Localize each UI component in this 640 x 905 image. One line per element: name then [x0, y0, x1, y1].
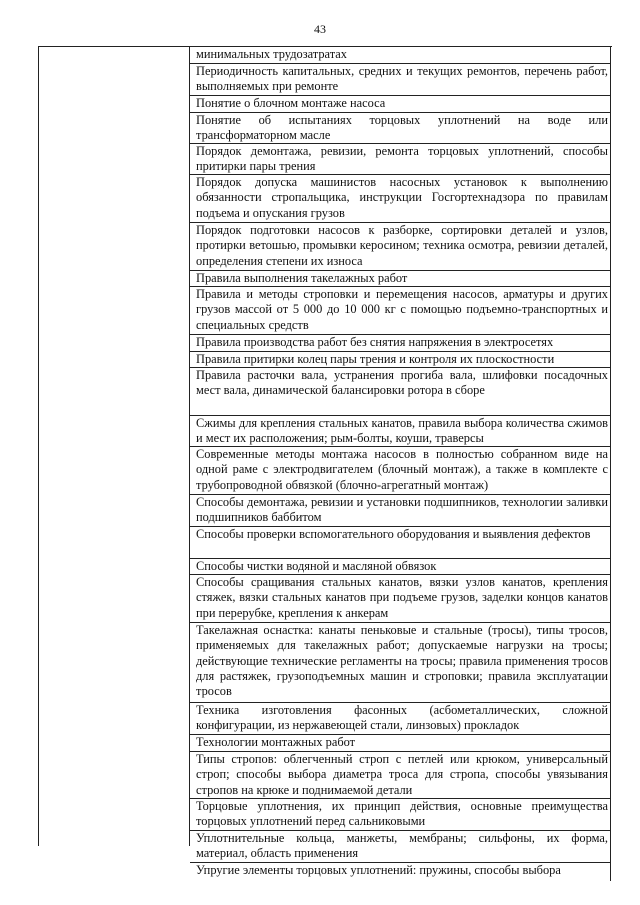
table-row: Сжимы для крепления стальных канатов, правила выбора количества сжимов и мест их расположения; рым-болты, коуши, траверсы [190, 416, 610, 447]
table-row: Правила расточки вала, устранения прогиба вала, шлифовки посадочных мест вала, динамической балансировки ротора в сборе [190, 368, 610, 416]
table-row: Такелажная оснастка: канаты пеньковые и стальные (тросы), типы тросов, применяемых для такелажных работ; допускаемые нагрузки на тросы; действующие технические регламенты на тросы; правила применения тросов для растяжек, грузоподъемных машин и строповки; правила эксплуатации тросов [190, 623, 610, 703]
table-row: Способы сращивания стальных канатов, вязки узлов канатов, крепления стяжек, вязки стальных канатов при подъеме грузов, заделки концов канатов при перерубке, крепления к анкерам [190, 575, 610, 623]
page-number: 43 [314, 22, 326, 36]
table-row: Порядок подготовки насосов к разборке, сортировки деталей и узлов, протирки ветошью, промывки керосином; техника осмотра, ревизии деталей, определения степени их износа [190, 223, 610, 271]
table-row: Современные методы монтажа насосов в полностью собранном виде на одной раме с электродвигателем (блочный монтаж), а также в комплекте с трубопроводной обвязкой (блочно-агрегатный монтаж) [190, 447, 610, 495]
table-row: Способы чистки водяной и масляной обвязок [190, 559, 610, 575]
table-row: Торцовые уплотнения, их принцип действия, основные преимущества торцовых уплотнений перед сальниковыми [190, 799, 610, 831]
table-row: Понятие о блочном монтаже насоса [190, 96, 610, 113]
table-row: Периодичность капитальных, средних и текущих ремонтов, перечень работ, выполняемых при ремонте [190, 64, 610, 96]
requirements-table [38, 46, 612, 877]
table-row: Порядок допуска машинистов насосных установок к выполнению обязанности стропальщика, инструкции Госгортехнадзора по правилам подъема и опускания грузов [190, 175, 610, 223]
table-row: Техника изготовления фасонных (асбометаллических, сложной конфигурации, из нержавеющей стали, линзовых) прокладок [190, 703, 610, 735]
table-row: Упругие элементы торцовых уплотнений: пружины, способы выбора [196, 863, 561, 877]
table-row: Правила притирки колец пары трения и контроля их плоскостности [190, 352, 610, 368]
table-row: Правила и методы строповки и перемещения насосов, арматуры и других грузов массой от 5 000 до 10 000 кг с помощью подъемно-транспортных и специальных средств [190, 287, 610, 335]
table-row: Способы демонтажа, ревизии и установки подшипников, технологии заливки подшипников баббитом [190, 495, 610, 527]
table-row: Способы проверки вспомогательного оборудования и выявления дефектов [190, 527, 610, 559]
table-row: Правила производства работ без снятия напряжения в электросетях [190, 335, 610, 352]
table-left-column [39, 47, 190, 846]
table-row: Типы стропов: облегченный строп с петлей или крюком, универсальный строп; способы выбора диаметра троса для стропа, способы увязывания стропов на крюке и поднимаемой детали [190, 752, 610, 799]
table-row: Уплотнительные кольца, манжеты, мембраны; сильфоны, их форма, материал, область применения [190, 831, 610, 863]
table-row: Порядок демонтажа, ревизии, ремонта торцовых уплотнений, способы притирки пары трения [190, 144, 610, 175]
table-row: минимальных трудозатратах [190, 47, 610, 64]
table-right-column [190, 47, 611, 881]
table-row: Правила выполнения такелажных работ [190, 271, 610, 287]
table-row: Технологии монтажных работ [190, 735, 610, 752]
table-row: Понятие об испытаниях торцовых уплотнений на воде или трансформаторном масле [190, 113, 610, 144]
